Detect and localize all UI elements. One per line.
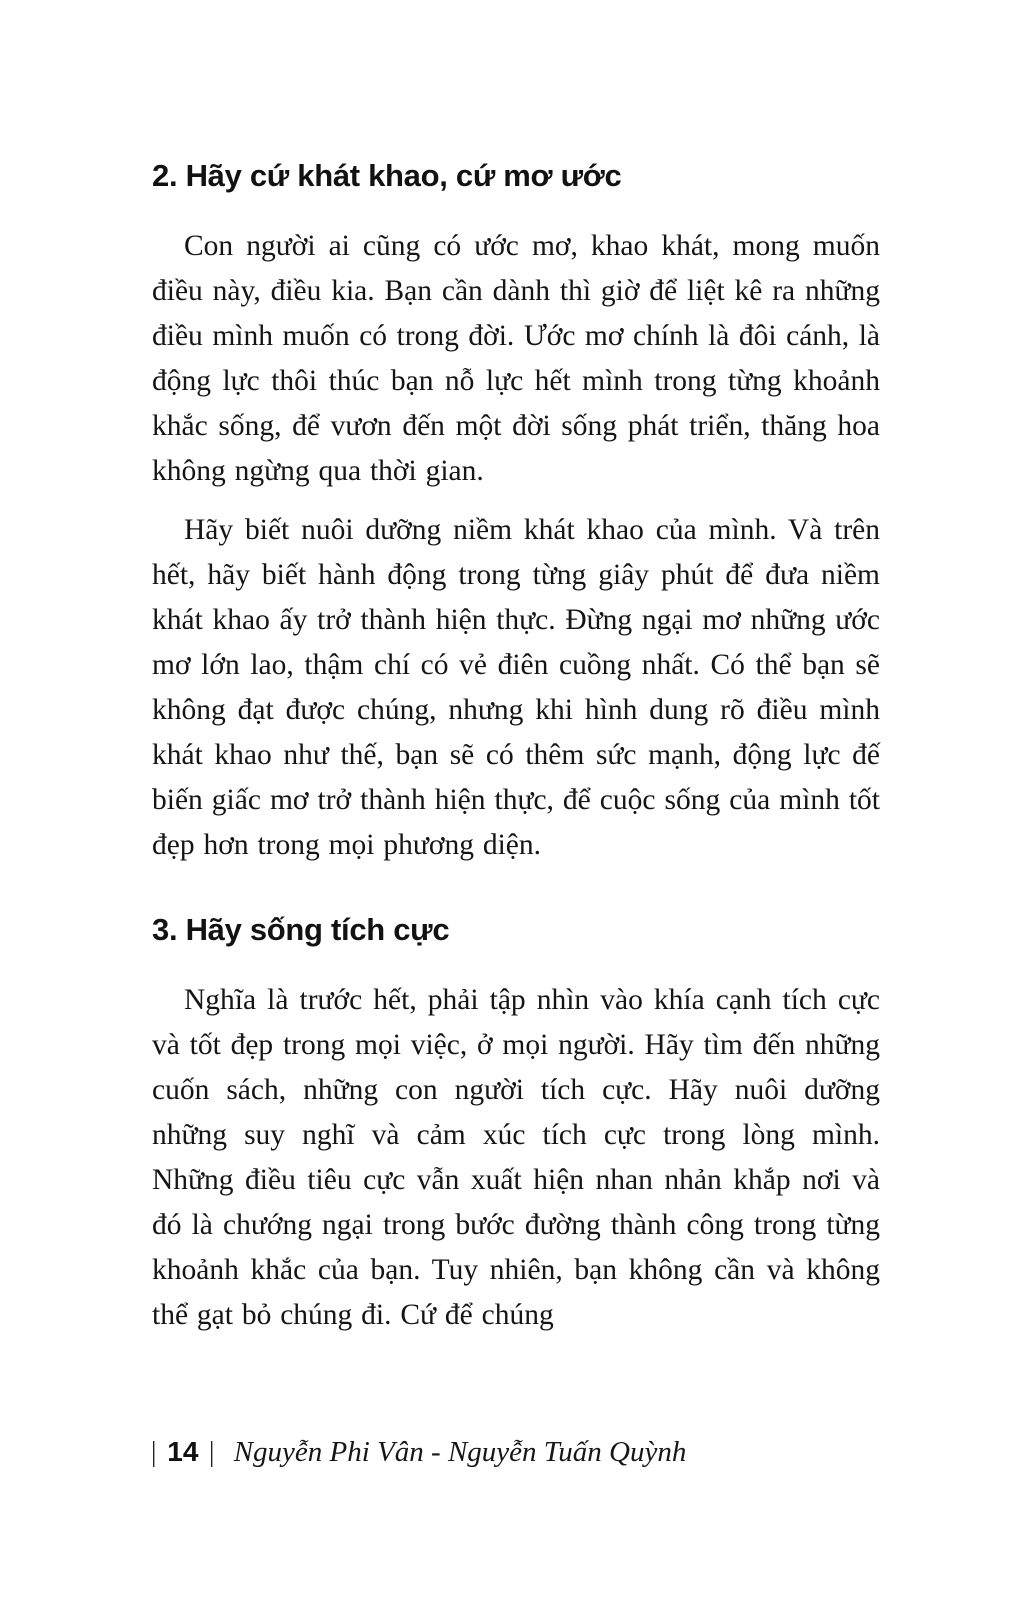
- page-content: [152, 158, 880, 1352]
- footer-authors: Nguyễn Phi Vân - Nguyễn Tuấn Quỳnh: [233, 1436, 687, 1468]
- footer-left-bar: |: [151, 1436, 156, 1467]
- section-3: [152, 912, 880, 1338]
- section-2-paragraph-2: Hãy biết nuôi dưỡng niềm khát khao của mình. Và trên hết, hãy biết hành động trong từng giây phút để đưa niềm khát khao ấy trở thành hiện thực. Đừng ngại mơ những ước mơ lớn lao, thậm chí có vẻ điên cuồng nhất. Có thể bạn sẽ không đạt được chúng, nhưng khi hình dung rõ điều mình khát khao như thế, bạn sẽ có thêm sức mạnh, động lực đế biến giấc mơ trở thành hiện thực, để cuộc sống của mình tốt đẹp hơn trong mọi phương diện.: [152, 514, 880, 861]
- footer-right-bar: |: [209, 1436, 215, 1467]
- page-footer: [150, 1436, 686, 1469]
- section-2: [152, 158, 880, 868]
- section-3-paragraph-1: Nghĩa là trước hết, phải tập nhìn vào khía cạnh tích cực và tốt đẹp trong mọi việc, ở mọi người. Hãy tìm đến những cuốn sách, những con người tích cực. Hãy nuôi dưỡng những suy nghĩ và cảm xúc tích cực trong lòng mình. Những điều tiêu cực vẫn xuất hiện nhan nhản khắp nơi và đó là chướng ngại trong bước đường thành công trong từng khoảnh khắc của bạn. Tuy nhiên, bạn không cần và không thể gạt bỏ chúng đi. Cứ để chúng: [152, 984, 880, 1331]
- page-number: 14: [167, 1436, 199, 1467]
- section-2-paragraph-1: Con người ai cũng có ước mơ, khao khát, mong muốn điều này, điều kia. Bạn cần dành thì giờ để liệt kê ra những điều mình muốn có trong đời. Ước mơ chính là đôi cánh, là động lực thôi thúc bạn nỗ lực hết mình trong từng khoảnh khắc sống, để vươn đến một đời sống phát triển, thăng hoa không ngừng qua thời gian.: [152, 230, 880, 487]
- section-2-heading: 2. Hãy cứ khát khao, cứ mơ ước: [152, 158, 622, 193]
- section-3-heading: 3. Hãy sống tích cực: [152, 912, 450, 947]
